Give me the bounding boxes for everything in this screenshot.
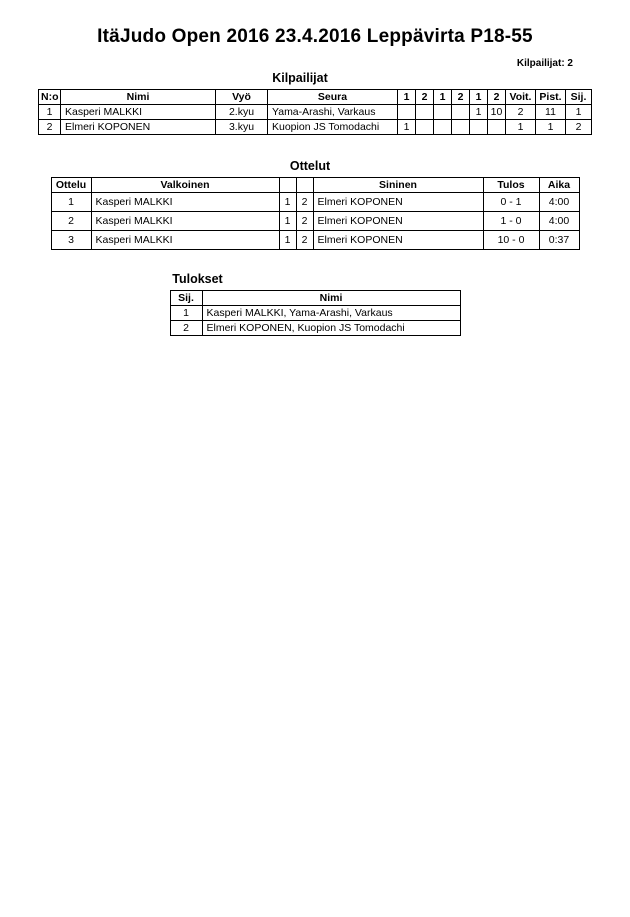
cell-mark (434, 105, 452, 120)
cell-valkoinen: Kasperi MALKKI (91, 231, 279, 250)
table-row (170, 306, 460, 321)
cell-no: 1 (39, 105, 61, 120)
column-header-match-2b: 2 (452, 90, 470, 105)
tulokset-table (170, 290, 461, 336)
cell-point-white: 1 (279, 231, 296, 250)
column-header-match-1c: 1 (470, 90, 488, 105)
column-header-nimi: Nimi (202, 291, 460, 306)
cell-nimi: Elmeri KOPONEN (61, 120, 216, 135)
cell-no: 2 (39, 120, 61, 135)
cell-mark (452, 120, 470, 135)
column-header-voit: Voit. (506, 90, 536, 105)
table-row (39, 120, 592, 135)
cell-ottelu: 2 (51, 212, 91, 231)
cell-mark (416, 105, 434, 120)
table-row (39, 105, 592, 120)
column-header-tulos: Tulos (483, 178, 539, 193)
cell-mark (398, 105, 416, 120)
section-ottelut (0, 159, 630, 250)
cell-sininen: Elmeri KOPONEN (313, 193, 483, 212)
competitor-count-label: Kilpailijat: 2 (516, 58, 573, 69)
cell-sij: 1 (566, 105, 592, 120)
table-header-row (170, 291, 460, 306)
cell-ottelu: 1 (51, 193, 91, 212)
cell-mark: 1 (398, 120, 416, 135)
section-tulokset (0, 272, 630, 336)
cell-aika: 4:00 (539, 212, 579, 231)
cell-valkoinen: Kasperi MALKKI (91, 193, 279, 212)
section-heading-tulokset: Tulokset (172, 272, 223, 286)
column-header-aika: Aika (539, 178, 579, 193)
cell-nimi: Kasperi MALKKI (61, 105, 216, 120)
cell-pist: 11 (536, 105, 566, 120)
cell-mark (488, 120, 506, 135)
cell-pist: 1 (536, 120, 566, 135)
column-header-points-blue (296, 178, 313, 193)
table-row (51, 193, 579, 212)
column-header-no: N:o (39, 90, 61, 105)
cell-point-blue: 2 (296, 212, 313, 231)
column-header-match-2c: 2 (488, 90, 506, 105)
cell-valkoinen: Kasperi MALKKI (91, 212, 279, 231)
cell-seura: Yama-Arashi, Varkaus (268, 105, 398, 120)
cell-mark: 1 (470, 105, 488, 120)
cell-tulos: 1 - 0 (483, 212, 539, 231)
column-header-seura: Seura (268, 90, 398, 105)
cell-nimi: Elmeri KOPONEN, Kuopion JS Tomodachi (202, 321, 460, 336)
cell-tulos: 0 - 1 (483, 193, 539, 212)
cell-mark (416, 120, 434, 135)
cell-mark (452, 105, 470, 120)
column-header-points-white (279, 178, 296, 193)
cell-point-white: 1 (279, 212, 296, 231)
page-title: ItäJudo Open 2016 23.4.2016 Leppävirta P18-55 (97, 26, 533, 47)
cell-sininen: Elmeri KOPONEN (313, 212, 483, 231)
ottelut-table (51, 177, 580, 250)
cell-voit: 2 (506, 105, 536, 120)
cell-mark (470, 120, 488, 135)
cell-point-blue: 2 (296, 231, 313, 250)
cell-tulos: 10 - 0 (483, 231, 539, 250)
table-row (51, 231, 579, 250)
cell-voit: 1 (506, 120, 536, 135)
section-heading-ottelut: Ottelut (289, 159, 331, 173)
cell-mark: 10 (488, 105, 506, 120)
cell-point-blue: 2 (296, 193, 313, 212)
section-kilpailijat (0, 71, 630, 135)
column-header-match-1a: 1 (398, 90, 416, 105)
cell-sij: 1 (170, 306, 202, 321)
column-header-sininen: Sininen (313, 178, 483, 193)
cell-sij: 2 (170, 321, 202, 336)
cell-nimi: Kasperi MALKKI, Yama-Arashi, Varkaus (202, 306, 460, 321)
cell-sij: 2 (566, 120, 592, 135)
cell-aika: 4:00 (539, 193, 579, 212)
cell-mark (434, 120, 452, 135)
column-header-match-1b: 1 (434, 90, 452, 105)
cell-point-white: 1 (279, 193, 296, 212)
column-header-ottelu: Ottelu (51, 178, 91, 193)
kilpailijat-table (38, 89, 592, 135)
table-header-row (39, 90, 592, 105)
cell-sininen: Elmeri KOPONEN (313, 231, 483, 250)
column-header-vyo: Vyö (216, 90, 268, 105)
column-header-match-2a: 2 (416, 90, 434, 105)
column-header-nimi: Nimi (61, 90, 216, 105)
cell-vyo: 2.kyu (216, 105, 268, 120)
cell-aika: 0:37 (539, 231, 579, 250)
cell-vyo: 3.kyu (216, 120, 268, 135)
table-header-row (51, 178, 579, 193)
column-header-sij: Sij. (170, 291, 202, 306)
document-page (0, 26, 630, 917)
table-row (170, 321, 460, 336)
section-heading-kilpailijat: Kilpailijat (272, 71, 328, 85)
cell-ottelu: 3 (51, 231, 91, 250)
table-row (51, 212, 579, 231)
column-header-sij: Sij. (566, 90, 592, 105)
column-header-valkoinen: Valkoinen (91, 178, 279, 193)
cell-seura: Kuopion JS Tomodachi (268, 120, 398, 135)
column-header-pist: Pist. (536, 90, 566, 105)
